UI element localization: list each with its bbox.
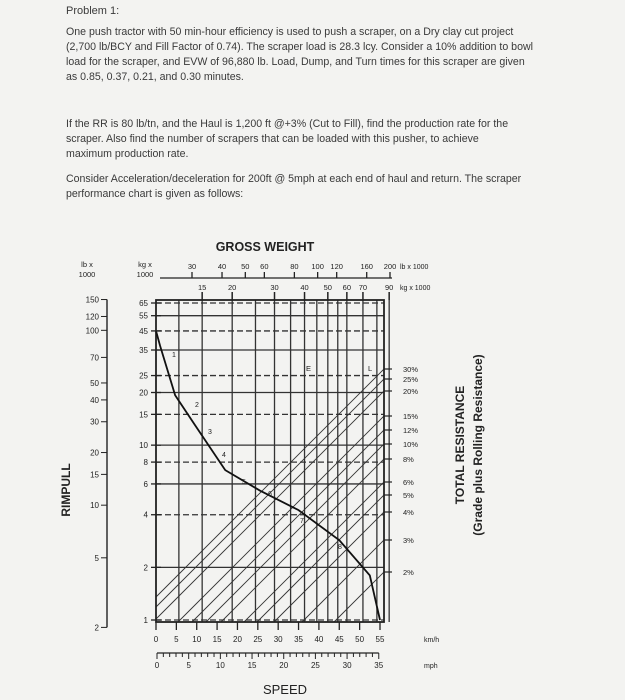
resistance-label: 6% [403,478,414,487]
gear-label: 2 [195,402,199,409]
x-axis-label: SPEED [262,682,308,697]
rimpull-lb-tick-label: 100 [85,326,99,336]
resistance-label: 3% [403,536,414,545]
loaded-weight-marker: L [368,364,373,373]
resistance-label: 2% [403,568,414,577]
chart-title: GROSS WEIGHT [215,240,315,254]
resistance-label: 25% [403,375,419,384]
rimpull-lb-tick-label: 20 [90,448,99,458]
speed-kmh-tick-label: 45 [334,635,344,644]
rimpull-kg-tick-label: 2 [143,563,148,573]
rimpull-kg-unit: 1000 [136,270,154,279]
gear-label: 3 [208,429,212,436]
text-line: If the RR is 80 lb/tn, and the Haul is 1,200 ft @+3% (Cut to Fill), find the production rate for the [66,118,509,130]
rimpull-lb-tick-label: 30 [90,417,99,427]
resistance-line [156,391,384,619]
text-line: as 0.85, 0.37, 0.21, and 0.30 minutes. [66,71,244,83]
gross-weight-lb-tick-label: 40 [217,262,227,271]
problem-title: Problem 1: [66,5,120,17]
gear-label: 6 [268,491,272,498]
rimpull-kg-unit: kg x [138,260,152,269]
speed-kmh-tick-label: 30 [273,635,283,644]
gear-label: 4 [222,452,226,459]
gross-weight-kg-tick-label: 15 [197,283,207,292]
rimpull-kg-tick-label: 15 [139,410,148,420]
rimpull-kg-tick-label: 20 [139,388,148,398]
gross-weight-kg-unit: kg x 1000 [400,285,431,292]
rimpull-kg-tick-label: 10 [139,441,148,451]
rimpull-lb-tick-label: 15 [90,470,99,480]
gross-weight-lb-tick-label: 100 [311,262,324,271]
gear-label: 5 [242,479,246,486]
speed-kmh-tick-label: 35 [294,635,303,644]
resistance-label: 5% [403,491,414,500]
speed-kmh-tick-label: 10 [192,635,202,644]
gross-weight-kg-tick-label: 50 [323,283,332,292]
speed-kmh-tick-label: 0 [153,635,159,644]
rimpull-lb-tick-label: 10 [90,501,99,511]
rimpull-lb-tick-label: 120 [85,312,99,322]
resistance-label: 12% [403,426,419,435]
rimpull-lb-tick-label: 50 [90,378,99,388]
rimpull-kg-tick-label: 25 [139,371,148,381]
speed-mph-tick-label: 10 [215,661,225,670]
gross-weight-lb-tick-label: 160 [360,262,373,271]
rimpull-lb-tick-label: 70 [90,353,99,363]
rimpull-kg-tick-label: 4 [143,510,148,520]
resistance-label: 20% [403,387,419,396]
speed-kmh-tick-label: 25 [253,635,263,644]
text-line: Consider Acceleration/deceleration for 200ft @ 5mph at each end of haul and return. The scraper [66,173,522,185]
gear-label: 1 [172,352,176,359]
rimpull-kg-tick-label: 35 [139,346,148,356]
rimpull-kg-tick-label: 8 [143,458,148,468]
rimpull-kg-tick-label: 6 [143,479,148,489]
gross-weight-kg-tick-label: 70 [358,283,368,292]
resistance-label: 10% [403,440,419,449]
speed-kmh-tick-label: 50 [355,635,365,644]
right-axis-sublabel: (Grade plus Rolling Resistance) [471,354,485,536]
rimpull-lb-tick-label: 40 [90,395,99,405]
gross-weight-lb-unit: lb x 1000 [400,264,429,271]
speed-mph-tick-label: 20 [279,661,289,670]
rimpull-kg-tick-label: 65 [139,299,148,308]
gross-weight-lb-tick-label: 120 [330,262,343,271]
speed-kmh-tick-label: 20 [233,635,242,644]
rimpull-lb-unit: 1000 [78,270,96,279]
resistance-line [192,430,384,622]
gross-weight-kg-tick-label: 40 [300,283,309,292]
gear-label: 8 [338,544,342,551]
text-line: performance chart is given as follows: [66,188,244,200]
right-axis-label: TOTAL RESISTANCE [453,385,467,505]
gross-weight-lb-tick-label: 30 [187,262,197,271]
y-axis-label: RIMPULL [59,463,73,517]
text-line: load for the scraper, and EVW of 96,880 lb. Load, Dump, and Turn times for this scraper are given [66,56,525,68]
rimpull-kg-tick-label: 55 [139,311,148,321]
gear-label: 7 [300,518,304,525]
resistance-label: 4% [403,508,414,517]
speed-mph-tick-label: 25 [310,661,320,670]
gross-weight-lb-tick-label: 200 [383,262,397,271]
speed-kmh-tick-label: 40 [314,635,324,644]
speed-mph-tick-label: 0 [154,661,160,670]
rimpull-lb-tick-label: 150 [85,295,99,305]
rimpull-lb-unit: lb x [81,260,93,269]
gross-weight-lb-tick-label: 80 [290,262,299,271]
resistance-label: 15% [403,412,419,421]
speed-mph-unit: mph [424,663,438,670]
gross-weight-kg-tick-label: 20 [228,283,237,292]
rimpull-lb-tick-label: 2 [94,623,99,633]
speed-kmh-tick-label: 15 [212,635,222,644]
speed-mph-tick-label: 5 [186,661,191,670]
speed-mph-tick-label: 35 [374,661,384,670]
gross-weight-kg-tick-label: 30 [270,283,279,292]
gross-weight-kg-tick-label: 90 [384,283,394,292]
rimpull-kg-tick-label: 45 [139,326,148,336]
rimpull-lb-tick-label: 5 [94,553,99,563]
resistance-line [156,369,384,597]
gross-weight-lb-tick-label: 60 [260,262,269,271]
text-line: maximum production rate. [66,148,189,160]
speed-kmh-unit: km/h [424,637,440,644]
resistance-label: 8% [403,455,414,464]
rimpull-kg-tick-label: 1 [143,616,148,625]
gross-weight-lb-tick-label: 50 [241,262,250,271]
speed-kmh-tick-label: 55 [375,635,385,644]
text-line: (2,700 lb/BCY and Fill Factor of 0.74). The scraper load is 28.3 lcy. Consider a 10% addition to bowl [66,41,533,53]
resistance-label: 30% [403,365,419,374]
text-line: scraper. Also find the number of scrapers that can be loaded with this pusher, to achieve [66,133,479,145]
text-line: One push tractor with 50 min-hour efficiency is used to push a scraper, on a Dry clay cut project [66,26,514,38]
speed-mph-tick-label: 30 [342,661,352,670]
speed-kmh-tick-label: 5 [174,635,179,644]
empty-weight-marker: E [306,364,312,373]
speed-mph-tick-label: 15 [247,661,257,670]
gross-weight-kg-tick-label: 60 [342,283,352,292]
